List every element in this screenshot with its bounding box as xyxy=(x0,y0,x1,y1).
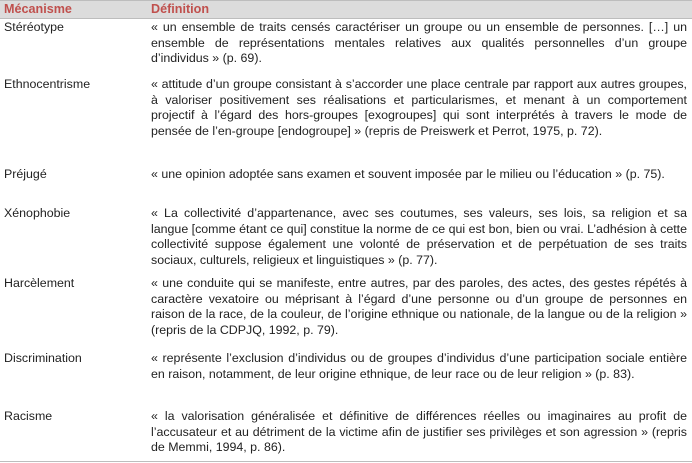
definition-cell: « attitude d’un groupe consistant à s’accorder une place centrale par rapport aux autres groupes, à valoriser positivement ses réalisations et particularismes, et menant à un comportement projectif à l’égard des hors-groupes [exogroupes] qui sont interprétés à travers le mode de pensée de l’en-groupe [endogroupe] » (repris de Preiswerk et Perrot, 1975, p. 72). xyxy=(151,77,687,138)
definition-cell: « une opinion adoptée sans examen et souvent imposée par le milieu ou l’éducation » (p. 75). xyxy=(151,167,665,181)
header-definition: Définition xyxy=(151,2,210,16)
definition-cell: « un ensemble de traits censés caractériser un groupe ou un ensemble de personnes. […] un ensemble de représentations mentales relatives aux qualités personnelles d’un groupe d’individus » (p. 69). xyxy=(151,20,687,65)
term-cell: Discrimination xyxy=(4,351,82,365)
definition-cell: « une conduite qui se manifeste, entre autres, par des paroles, des actes, des gestes répétés à caractère vexatoire ou méprisant à l’égard d’une personne ou d’un groupe de personnes en raison de la race, de la couleur, de l’origine ethnique ou nationale, de la langue ou de la religion » (repris de la CDPJQ, 1992, p. 79). xyxy=(151,276,687,337)
definition-cell: « la valorisation généralisée et définitive de différences réelles ou imaginaires au profit de l’accusateur et au détriment de la victime afin de justifier ses privilèges et son agression » (repris de Memmi, 1994, p. 86). xyxy=(151,409,687,454)
definition-cell: « représente l’exclusion d’individus ou de groupes d’individus d’une participation sociale entière en raison, notamment, de leur origine ethnique, de leur race ou de leur religion » (p. 83). xyxy=(151,351,687,381)
table-header xyxy=(0,0,692,19)
term-cell: Préjugé xyxy=(4,167,47,181)
header-mechanism: Mécanisme xyxy=(4,2,72,16)
term-cell: Ethnocentrisme xyxy=(4,77,91,91)
term-cell: Xénophobie xyxy=(4,206,71,220)
definition-cell: « La collectivité d’appartenance, avec ses coutumes, ses valeurs, ses lois, sa religion et sa langue [comme étant ce qui] constitue la norme de ce qui est bon, bien ou vrai. L’adhésion à cette collectivité suppose également une volonté de préservation et de perpétuation de ses traits sociaux, culturels, religieux et linguistiques » (p. 77). xyxy=(151,206,687,267)
table-bottom-border xyxy=(0,461,692,462)
term-cell: Harcèlement xyxy=(4,276,75,290)
term-cell: Stéréotype xyxy=(4,20,64,34)
term-cell: Racisme xyxy=(4,409,53,423)
